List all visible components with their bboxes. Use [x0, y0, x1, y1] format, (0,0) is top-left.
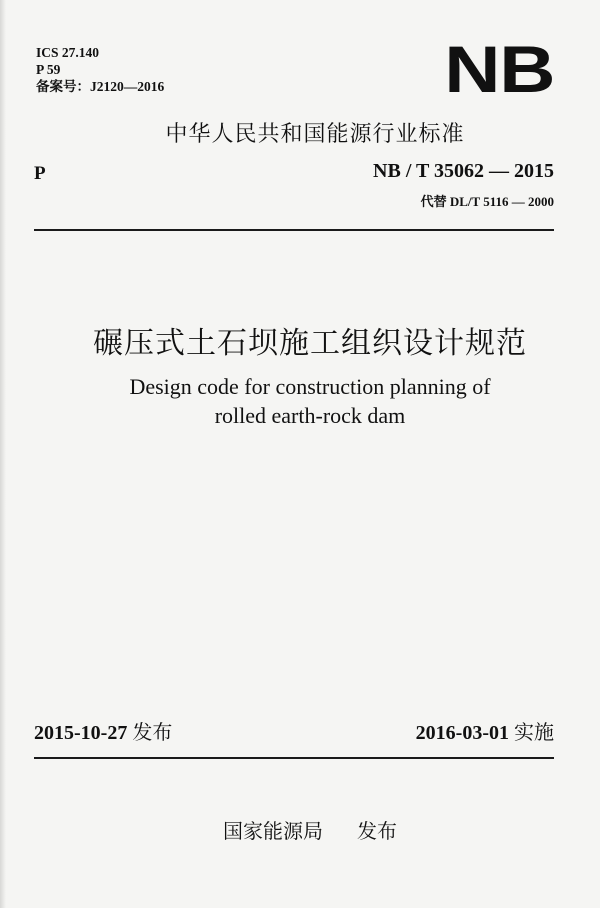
issue-label: 发布: [132, 720, 173, 744]
classification-meta: [36, 44, 164, 95]
ccs-code: P 59: [36, 62, 61, 77]
title-chinese: 碾压式土石坝施工组织设计规范: [93, 326, 527, 361]
industry-standard-heading: 中华人民共和国能源行业标准: [165, 122, 465, 147]
publisher-line: [0, 815, 600, 844]
replaces-standard: 代替 DL/T 5116 — 2000: [420, 194, 554, 209]
issue-date-block: [34, 716, 172, 745]
issue-date: 2015-10-27: [34, 722, 128, 744]
ics-code: ICS 27.140: [36, 45, 100, 60]
title-english-line-1: Design code for construction planning of: [129, 374, 491, 399]
nb-logo: NB: [443, 32, 554, 106]
title-english-line-2: rolled earth-rock dam: [214, 403, 406, 428]
implement-label: 实施: [514, 720, 554, 744]
filing-number: 备案号：J2120—2016: [36, 79, 165, 94]
implement-date-block: [416, 716, 554, 745]
title-english: [0, 372, 600, 430]
standard-number: NB / T 35062 — 2015: [373, 160, 554, 182]
implement-date: 2016-03-01: [415, 722, 509, 744]
publish-label: 发布: [357, 819, 397, 843]
top-divider: [34, 229, 554, 231]
bottom-divider: [34, 757, 554, 759]
category-letter: P: [34, 163, 46, 184]
publisher-name: 国家能源局: [223, 819, 323, 843]
